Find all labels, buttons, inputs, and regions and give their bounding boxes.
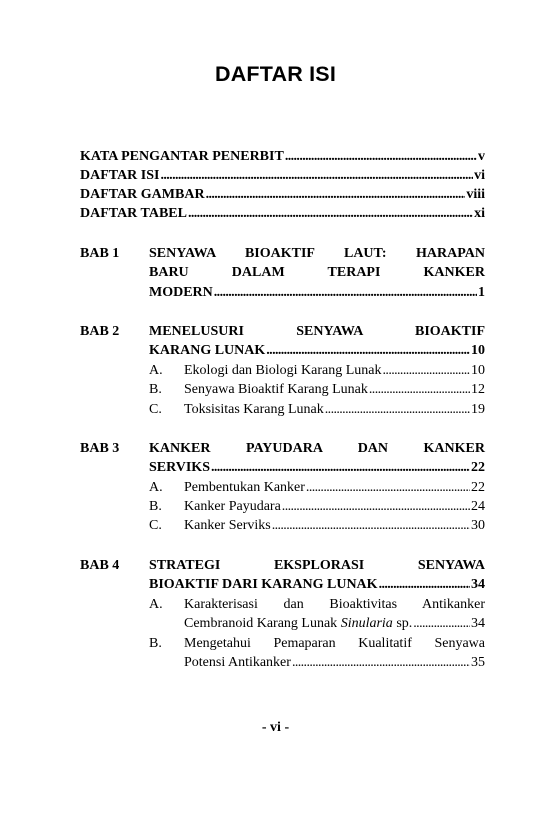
section-letter: A. [149, 363, 163, 378]
toc-entry-page: xi [474, 206, 485, 221]
toc-entry-daftar-tabel[interactable] [80, 206, 485, 222]
section-letter: C. [149, 402, 162, 417]
leader-dots [379, 577, 470, 593]
chapter-title-text: MODERN [149, 285, 213, 300]
chapter-label: BAB 4 [80, 558, 120, 573]
section-title-line[interactable]: Mengetahui Pemaparan Kualitatif Senyawa [184, 636, 485, 651]
section-title-text: Cembranoid Karang Lunak [184, 616, 341, 631]
chapter-title-text: BIOAKTIF DARI KARANG LUNAK [149, 577, 378, 592]
leader-dots [306, 480, 470, 496]
toc-entry-label: DAFTAR ISI [80, 168, 160, 183]
section-title: Senyawa Bioaktif Karang Lunak [184, 382, 368, 397]
section-letter: B. [149, 636, 162, 651]
chapter-title-last-line[interactable] [149, 577, 485, 593]
chapter-title-last-line[interactable] [149, 460, 485, 476]
leader-dots [369, 382, 470, 398]
section-page: 22 [471, 480, 485, 495]
chapter-title-text: KARANG LUNAK [149, 343, 266, 358]
section-page: 12 [471, 382, 485, 397]
chapter-title-text: SERVIKS [149, 460, 210, 475]
toc-entry-daftar-isi[interactable] [80, 168, 485, 184]
leader-dots [160, 168, 473, 184]
chapter-page: 34 [471, 577, 485, 592]
leader-dots [206, 187, 466, 203]
chapter-page: 10 [471, 343, 485, 358]
section-page: 35 [471, 655, 485, 670]
chapter-title-last-line[interactable] [149, 343, 485, 359]
chapter-title-line[interactable]: MENELUSURI SENYAWA BIOAKTIF [149, 324, 485, 339]
species-name: Sinularia [340, 616, 393, 631]
leader-dots [214, 285, 477, 301]
section-entry[interactable] [184, 480, 485, 496]
page-title: DAFTAR ISI [214, 62, 337, 86]
section-page: 19 [471, 402, 485, 417]
chapter-title-last-line[interactable] [149, 285, 485, 301]
section-letter: A. [149, 597, 163, 612]
toc-entry-page: viii [466, 187, 485, 202]
section-title-line[interactable]: Karakterisasi dan Bioaktivitas Antikanker [184, 597, 485, 612]
chapter-title-line[interactable]: STRATEGI EKSPLORASI SENYAWA [149, 558, 485, 573]
section-title: Potensi Antikanker [184, 655, 291, 670]
section-letter: B. [149, 499, 162, 514]
chapter-label: BAB 3 [80, 441, 120, 456]
section-entry[interactable] [184, 616, 485, 632]
section-title: Ekologi dan Biologi Karang Lunak [184, 363, 382, 378]
leader-dots [266, 343, 470, 359]
section-title: Kanker Serviks [184, 518, 271, 533]
section-title: Pembentukan Kanker [184, 480, 305, 495]
leader-dots [292, 655, 470, 671]
section-letter: B. [149, 382, 162, 397]
toc-entry-page: vi [474, 168, 485, 183]
toc-entry-kata-pengantar[interactable] [80, 149, 485, 165]
section-entry[interactable] [184, 655, 485, 671]
chapter-title-line[interactable]: SENYAWA BIOAKTIF LAUT: HARAPAN [149, 246, 485, 261]
toc-entry-page: v [478, 149, 485, 164]
section-page: 10 [471, 363, 485, 378]
leader-dots [282, 499, 470, 515]
section-letter: C. [149, 518, 162, 533]
section-entry[interactable] [184, 499, 485, 515]
section-entry[interactable] [184, 363, 485, 379]
section-title: Kanker Payudara [184, 499, 281, 514]
toc-entry-daftar-gambar[interactable] [80, 187, 485, 203]
chapter-page: 22 [471, 460, 485, 475]
section-page: 34 [471, 616, 485, 631]
page-number-footer: - vi - [261, 720, 290, 735]
section-page: 30 [471, 518, 485, 533]
chapter-title-line[interactable]: KANKER PAYUDARA DAN KANKER [149, 441, 485, 456]
section-letter: A. [149, 480, 163, 495]
leader-dots [211, 460, 470, 476]
toc-entry-label: KATA PENGANTAR PENERBIT [80, 149, 284, 164]
toc-entry-label: DAFTAR TABEL [80, 206, 187, 221]
chapter-page: 1 [478, 285, 485, 300]
section-entry[interactable] [184, 382, 485, 398]
chapter-label: BAB 2 [80, 324, 120, 339]
leader-dots [285, 149, 477, 165]
section-title: Toksisitas Karang Lunak [184, 402, 324, 417]
section-entry[interactable] [184, 402, 485, 418]
chapter-title-line[interactable]: BARU DALAM TERAPI KANKER [149, 265, 485, 280]
leader-dots [383, 363, 470, 379]
section-title-text: sp. [392, 616, 413, 631]
section-entry[interactable] [184, 518, 485, 534]
leader-dots [413, 616, 470, 632]
toc-entry-label: DAFTAR GAMBAR [80, 187, 205, 202]
section-page: 24 [471, 499, 485, 514]
chapter-label: BAB 1 [80, 246, 120, 261]
leader-dots [325, 402, 470, 418]
section-title-last-line [184, 616, 412, 632]
leader-dots [272, 518, 470, 534]
leader-dots [188, 206, 473, 222]
